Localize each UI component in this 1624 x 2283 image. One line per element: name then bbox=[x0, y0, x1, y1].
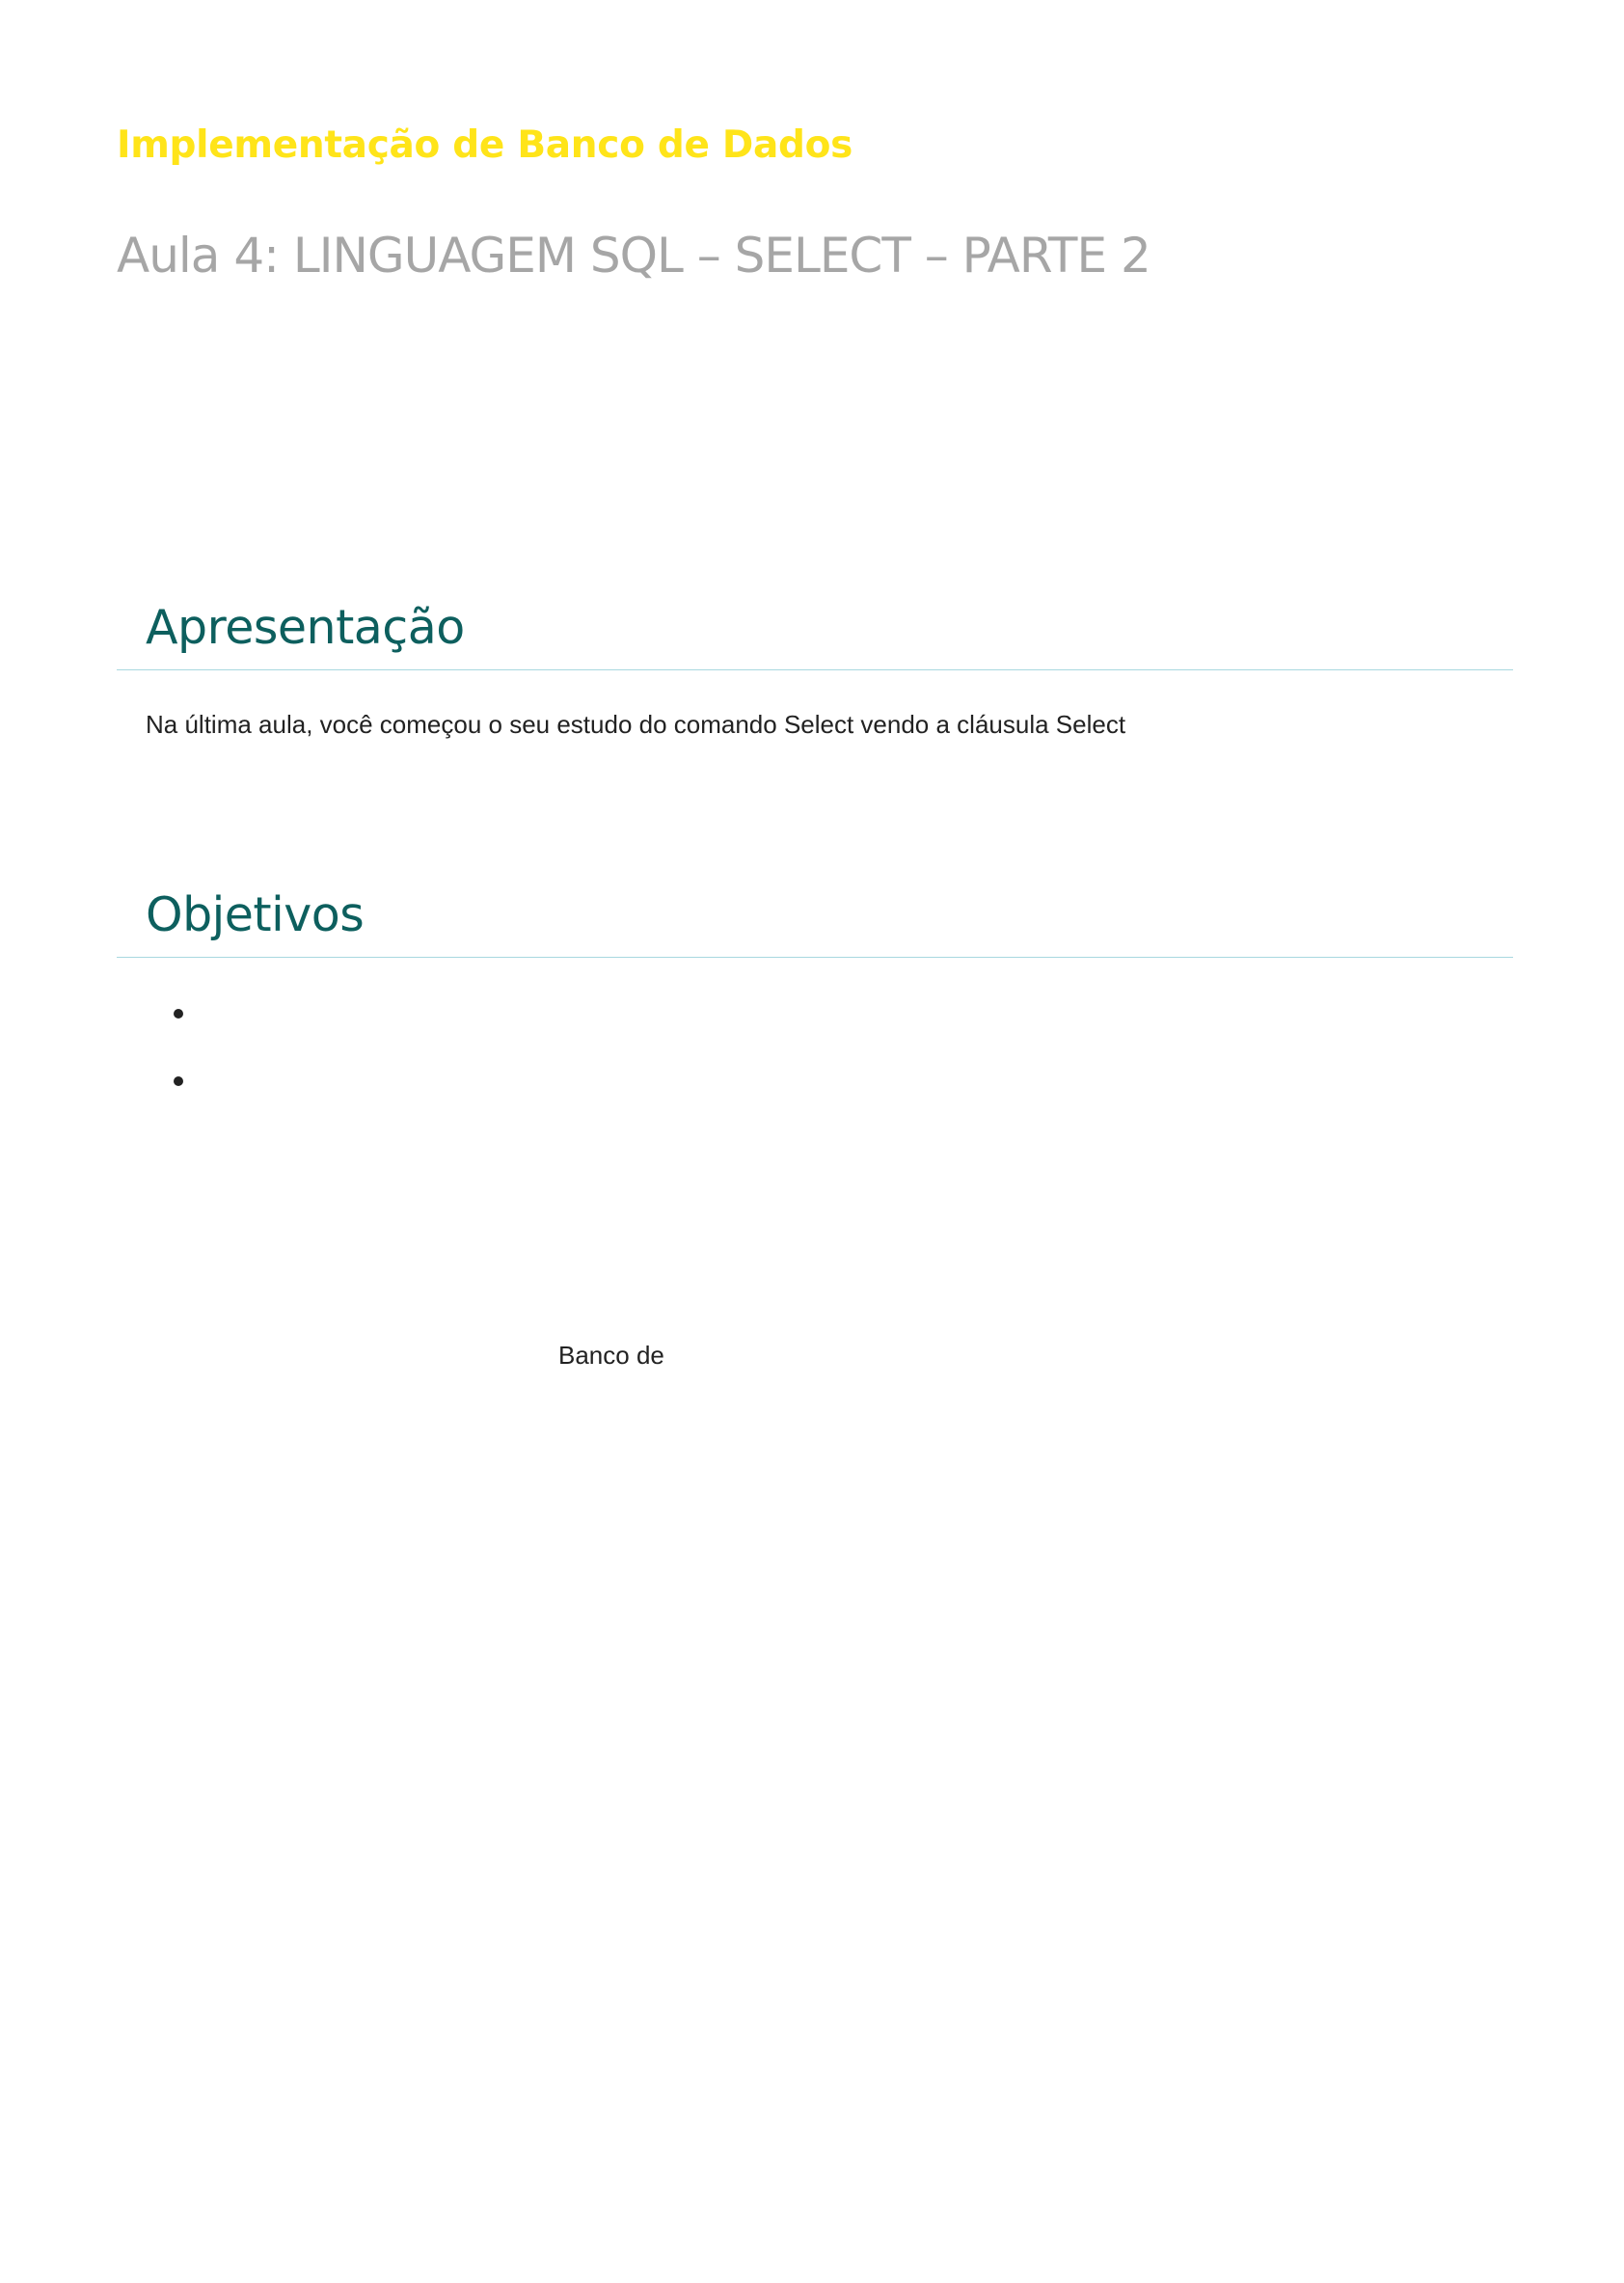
section-objetivos bbox=[117, 885, 1513, 958]
section-divider bbox=[117, 669, 1513, 670]
section-apresentacao bbox=[117, 598, 1513, 670]
bullet-icon bbox=[174, 1009, 183, 1019]
bullet-icon bbox=[174, 1076, 183, 1086]
section-divider bbox=[117, 957, 1513, 958]
course-title: Implementação de Banco de Dados bbox=[117, 123, 853, 167]
text-fragment: Banco de bbox=[558, 1341, 664, 1370]
section-heading: Apresentação bbox=[146, 600, 465, 655]
section-heading: Objetivos bbox=[146, 887, 365, 942]
intro-paragraph: Na última aula, você começou o seu estudo do comando Select vendo a cláusula Select bbox=[146, 710, 1126, 739]
lesson-title: Aula 4: LINGUAGEM SQL – SELECT – PARTE 2 bbox=[117, 228, 1150, 284]
